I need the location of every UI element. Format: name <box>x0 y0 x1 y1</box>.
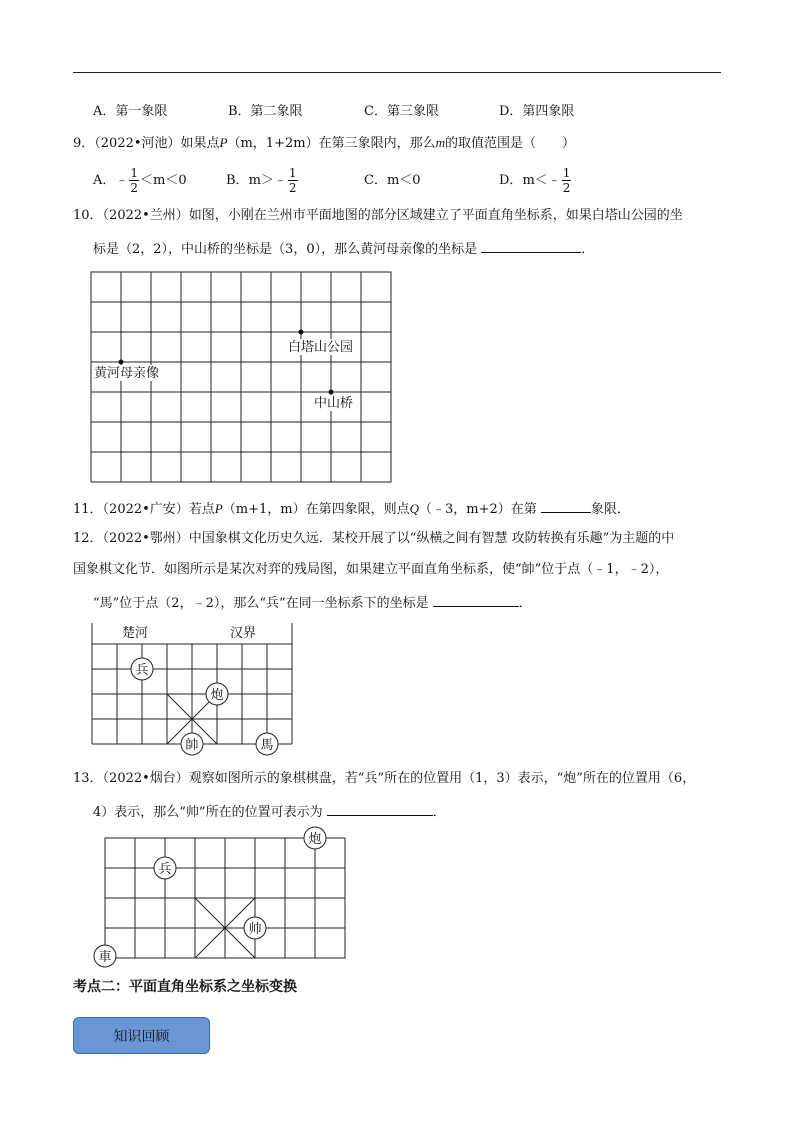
huanghe-label: 黄河母亲像 <box>94 366 160 381</box>
piece-pao <box>304 827 326 849</box>
piece-ju <box>94 945 116 967</box>
svg-text:兵: 兵 <box>158 862 172 877</box>
answer-blank <box>541 498 591 513</box>
svg-text:馬: 馬 <box>260 738 274 753</box>
svg-text:兵: 兵 <box>135 663 149 678</box>
q12-chess-board <box>88 620 298 758</box>
piece-bing <box>131 658 153 680</box>
baita-label: 白塔山公园 <box>288 340 354 355</box>
piece-pao <box>206 683 228 705</box>
q13-line1: 13．（2022•烟台）观察如图所示的象棋棋盘，若“兵”所在的位置用（1，3）表示，“炮”所在的位置用（6， <box>73 771 696 786</box>
q8-option-b: B．第二象限 <box>228 104 303 119</box>
svg-text:炮: 炮 <box>210 688 224 703</box>
svg-text:車: 車 <box>98 950 112 965</box>
review-button[interactable]: 知识回顾 <box>73 1017 210 1054</box>
fraction: $\frac{1}{2}$ <box>562 166 571 195</box>
q13-chess-board <box>86 826 350 970</box>
piece-shuai <box>181 733 203 755</box>
answer-blank <box>327 801 433 816</box>
fraction: $\frac{1}{2}$ <box>130 166 139 195</box>
q10-map-grid <box>88 269 394 485</box>
q12-line2: 国象棋文化节．如图所示是某次对弈的残局图，如果建立平面直角坐标系，使“帥”位于点（﹣1，﹣2）， <box>73 562 669 577</box>
q9-option-b: B．m＞﹣ $\frac{1}{2}$ <box>226 166 297 195</box>
svg-text:帅: 帅 <box>248 922 262 937</box>
fraction: $\frac{1}{2}$ <box>288 166 297 195</box>
q9-option-a: A．﹣ $\frac{1}{2}$ ＜m＜0 <box>93 166 187 195</box>
zhongshan-label: 中山桥 <box>314 396 354 411</box>
q9-option-d: D．m＜﹣ $\frac{1}{2}$ <box>499 166 571 195</box>
top-rule <box>73 72 721 73</box>
river-left-label: 楚河 <box>122 626 149 641</box>
answer-blank <box>481 238 581 253</box>
q10-line1: 10．（2022•兰州）如图，小刚在兰州市平面地图的部分区域建立了平面直角坐标系，如果白塔山公园的坐 <box>73 208 683 223</box>
piece-shuai <box>244 917 266 939</box>
svg-text:炮: 炮 <box>308 832 322 847</box>
svg-text:帥: 帥 <box>185 738 199 753</box>
piece-bing <box>154 857 176 879</box>
huanghe-point <box>119 360 124 365</box>
piece-ma <box>256 733 278 755</box>
river-right-label: 汉界 <box>230 626 257 641</box>
q10-line2: 标是（2，2），中山桥的坐标是（3，0），那么黄河母亲像的坐标是 ． <box>93 238 594 259</box>
q9-option-c: C．m＜0 <box>364 173 421 188</box>
q8-option-c: C．第三象限 <box>364 104 439 119</box>
answer-blank <box>433 592 519 607</box>
baita-point <box>299 330 304 335</box>
q8-option-a: A．第一象限 <box>93 104 168 119</box>
q9-question: 9．（2022•河池）如果点P（m，1+2m）在第三象限内，那么m的取值范围是（ ） <box>73 135 575 151</box>
q8-option-d: D．第四象限 <box>499 104 575 119</box>
q13-line2: 4）表示，那么“帅”所在的位置可表示为 ． <box>93 801 446 822</box>
q12-line1: 12．（2022•鄂州）中国象棋文化历史久远．某校开展了以“纵横之间有智慧 攻防转换有乐趣”为主题的中 <box>73 531 675 546</box>
zhongshan-point <box>329 390 334 395</box>
q12-line3: “馬”位于点（2，﹣2），那么“兵”在同一坐标系下的坐标是 ． <box>93 592 532 613</box>
q11-question: 11．（2022•广安）若点P（m+1，m）在第四象限，则点Q（﹣3，m+2）在第 象限． <box>73 498 630 519</box>
section-heading: 考点二：平面直角坐标系之坐标变换 <box>73 979 297 995</box>
